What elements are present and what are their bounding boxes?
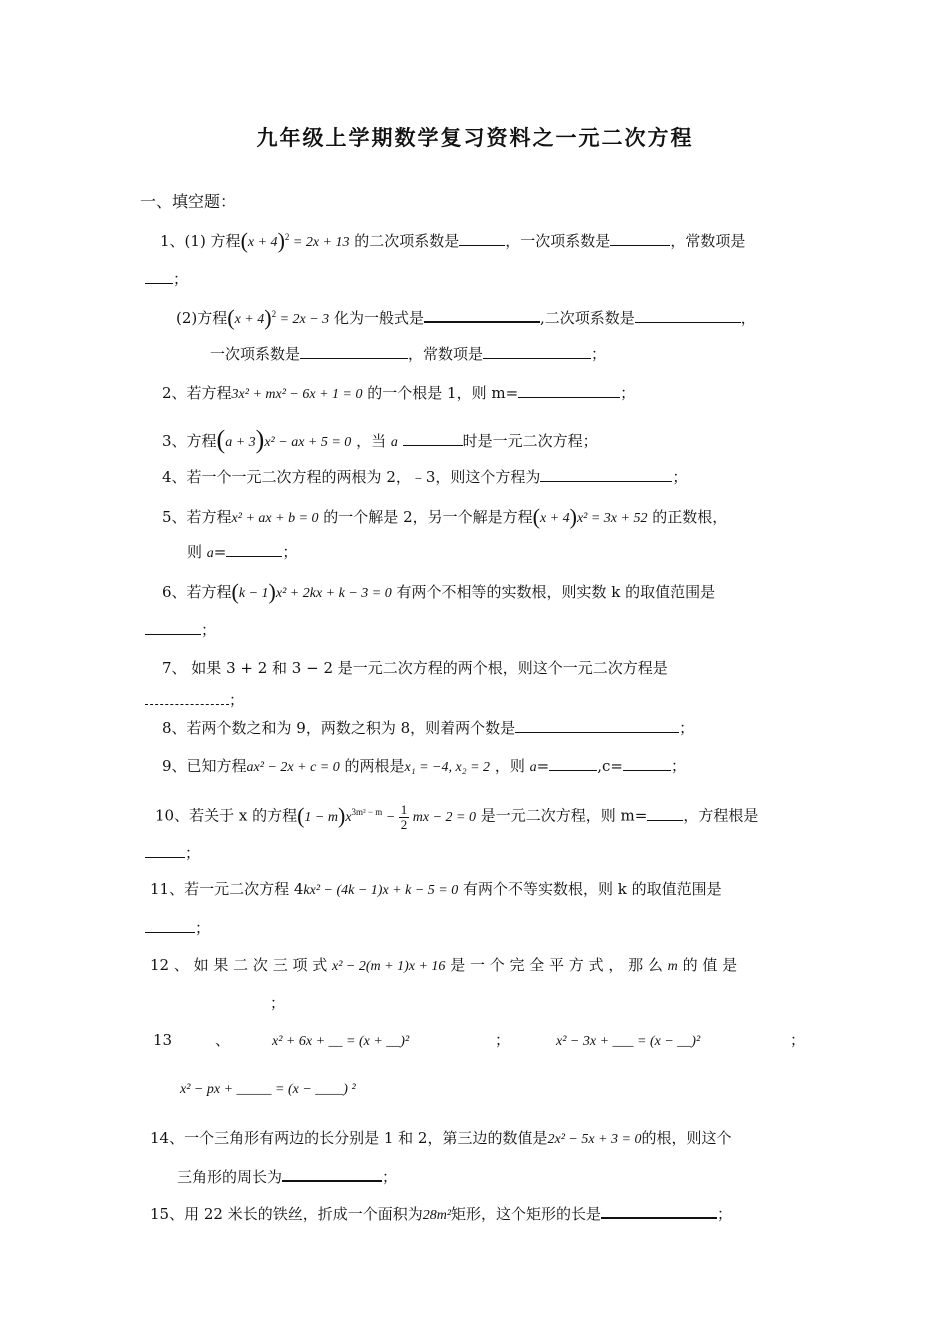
question-7-cont: ；	[145, 690, 244, 710]
answer-blank[interactable]	[540, 467, 672, 482]
question-3: 3、方程(a + 3)x² − ax + 5 = 0 ，当 a 时是一元二次方程；	[162, 425, 598, 454]
question-14-cont: 三角形的周长为 ；	[177, 1168, 398, 1186]
answer-blank[interactable]	[623, 756, 671, 771]
answer-blank[interactable]	[145, 843, 185, 858]
answer-blank[interactable]	[647, 806, 683, 821]
answer-blank[interactable]	[403, 431, 463, 446]
answer-blank[interactable]	[515, 718, 679, 733]
answer-blank[interactable]	[518, 383, 620, 398]
answer-blank[interactable]	[483, 344, 591, 359]
answer-blank[interactable]	[549, 756, 597, 771]
answer-blank[interactable]	[459, 231, 505, 246]
question-11-cont: ；	[145, 918, 210, 938]
question-15: 15、用 22 米长的铁丝，折成一个面积为28m²矩形，这个矩形的长是 ；	[150, 1205, 733, 1223]
answer-blank[interactable]	[145, 269, 173, 284]
question-13-eq-3: x² − px + _____ = (x − ____) ²	[180, 1082, 356, 1097]
question-13-eq-2: x² − 3x + ___ = (x − __)²	[556, 1034, 701, 1049]
question-13: 13	[153, 1031, 173, 1049]
question-12-cont: ；	[270, 994, 286, 1012]
q1-equation: $(x + 4)^2 = 2x + 13$	[240, 228, 350, 253]
question-1-part-1-cont: ；	[145, 269, 188, 289]
answer-blank[interactable]	[300, 344, 408, 359]
answer-blank[interactable]	[282, 1166, 382, 1182]
question-4: 4、若一个一元二次方程的两根为 2，﹣3，则这个方程为 ；	[162, 468, 688, 486]
answer-blank[interactable]	[145, 690, 229, 705]
question-2: 2、若方程3x² + mx² − 6x + 1 = 0 的一个根是 1，则 m= ；	[162, 384, 636, 402]
question-6: 6、若方程(k − 1)x² + 2kx + k − 3 = 0 有两个不相等的实数根，则实数 k 的取值范围是	[162, 579, 716, 604]
question-12: 12 、 如 果 二 次 三 项 式 x² − 2(m + 1)x + 16 是 一 个 完 全 平 方 式 ， 那 么 m 的 值 是	[150, 956, 738, 974]
question-8: 8、若两个数之和为 9，两数之积为 8，则着两个数是 ；	[162, 719, 695, 737]
question-5: 5、若方程x² + ax + b = 0 的一个解是 2，另一个解是方程(x + 4)x² = 3x + 52 的正数根，	[162, 504, 728, 529]
question-9: 9、已知方程ax² − 2x + c = 0 的两根是x₁ = −4, x₂ = 2 ，则 a= ,c= ；	[162, 757, 686, 775]
question-13-eq-1: x² + 6x + __ = (x + __)²	[272, 1034, 410, 1049]
question-1-part-1: 1、(1) 方程$(x + 4)^2 = 2x + 13$ 的二次项系数是 ，一次项系数是 ，常数项是	[160, 228, 746, 253]
page-title: 九年级上学期数学复习资料之一元二次方程	[256, 126, 694, 150]
question-7: 7、 如果 3 + 2 和 3 − 2 是一元二次方程的两个根，则这个一元二次方程是	[162, 659, 668, 677]
answer-blank[interactable]	[635, 308, 741, 323]
section-heading: 一、填空题：	[140, 192, 237, 211]
question-5-cont: 则 a= ；	[187, 543, 298, 561]
answer-blank[interactable]	[424, 307, 540, 323]
question-1-part-2: (2)方程$(x + 4)^2 = 2x - 3$ 化为一般式是 ,二次项系数是 ，	[176, 305, 756, 330]
answer-blank[interactable]	[226, 542, 282, 557]
question-11: 11、若一元二次方程 4kx² − (4k − 1)x + k − 5 = 0 有两个不等实数根，则 k 的取值范围是	[150, 880, 722, 898]
document-page: 九年级上学期数学复习资料之一元二次方程 一、填空题： 1、(1) 方程$(x + 4)^2 = 2x + 13$ 的二次项系数是 ，一次项系数是 ，常数项是 ； (2)方程$(x + 4)^2 = 2x - 3$ 化为一般式是 ,二次项系数是 ， 一次项系数是 ，常数项是 ； 2、若方程3x² + mx² − 6x + 1 = 0 的一个根是 1，则 m= ； 3、方程(a + 3)x² − ax + 5 = 0 ，当 a 时是一元二次方程； 4、若一个一元二次方程的两根为 2，﹣3，则这个方程为 ； 5、若方程x² + ax + b = 0 的一个解是 2，另一个解是方程(x + 4)x² = 3x + 52 的正数根， 则 a= ； 6、若方程(k − 1)x² + 2kx + k − 3 = 0 有两个不相等的实数根，则实数 k 的取值范围是 ； 7、 如果 3 + 2 和 3 − 2 是一元二次方程的两个根，则这个一元二次方程是 ； 8、若两个数之和为 9，两数之积为 8，则着两个数是 ； 9、已知方程ax² − 2x + c = 0 的两根是x₁ = −4, x₂ = 2 ，则 a= ,c= ； 10、若关于 x 的方程$(1 - m)x^{3m^2 - m}$ − $\frac{1}{2}$ mx − 2 = 0 是一元二次方程，则 m= ，方程根是 ； 11、若一元二次方程 4kx² − (4k − 1)x + k − 5 = 0 有两个不等实数根，则 k 的取值范围是 ； 12 、 如 果 二 次 三 项 式 x² − 2(m + 1)x + 16 是 一 个 完 全 平 方 式 ， 那 么 m 的 值 是 ； 13 、 x² + 6x + __ = (x + __)² ； x² − 3x + ___ = (x − __)² ； x² − px + _____ = (x − ____) ² 14、一个三角形有两边的长分别是 1 和 2，第三边的数值是2x² − 5x + 3 = 0的根，则这个 三角形的周长为 ； 15、用 22 米长的铁丝，折成一个面积为28m²矩形，这个矩形的长是 ；	[0, 0, 950, 1344]
question-6-cont: ；	[145, 620, 216, 640]
answer-blank[interactable]	[610, 231, 670, 246]
answer-blank[interactable]	[601, 1203, 717, 1219]
answer-blank[interactable]	[145, 620, 201, 635]
question-14: 14、一个三角形有两边的长分别是 1 和 2，第三边的数值是2x² − 5x + 3 = 0的根，则这个	[150, 1129, 732, 1147]
question-1-part-2-cont: 一次项系数是 ，常数项是 ；	[210, 345, 607, 363]
question-10-cont: ；	[145, 843, 200, 863]
answer-blank[interactable]	[145, 918, 195, 933]
question-10: 10、若关于 x 的方程$(1 - m)x^{3m^2 - m}$ − $\frac{1}{2}$ mx − 2 = 0 是一元二次方程，则 m= ，方程根是	[155, 802, 759, 832]
